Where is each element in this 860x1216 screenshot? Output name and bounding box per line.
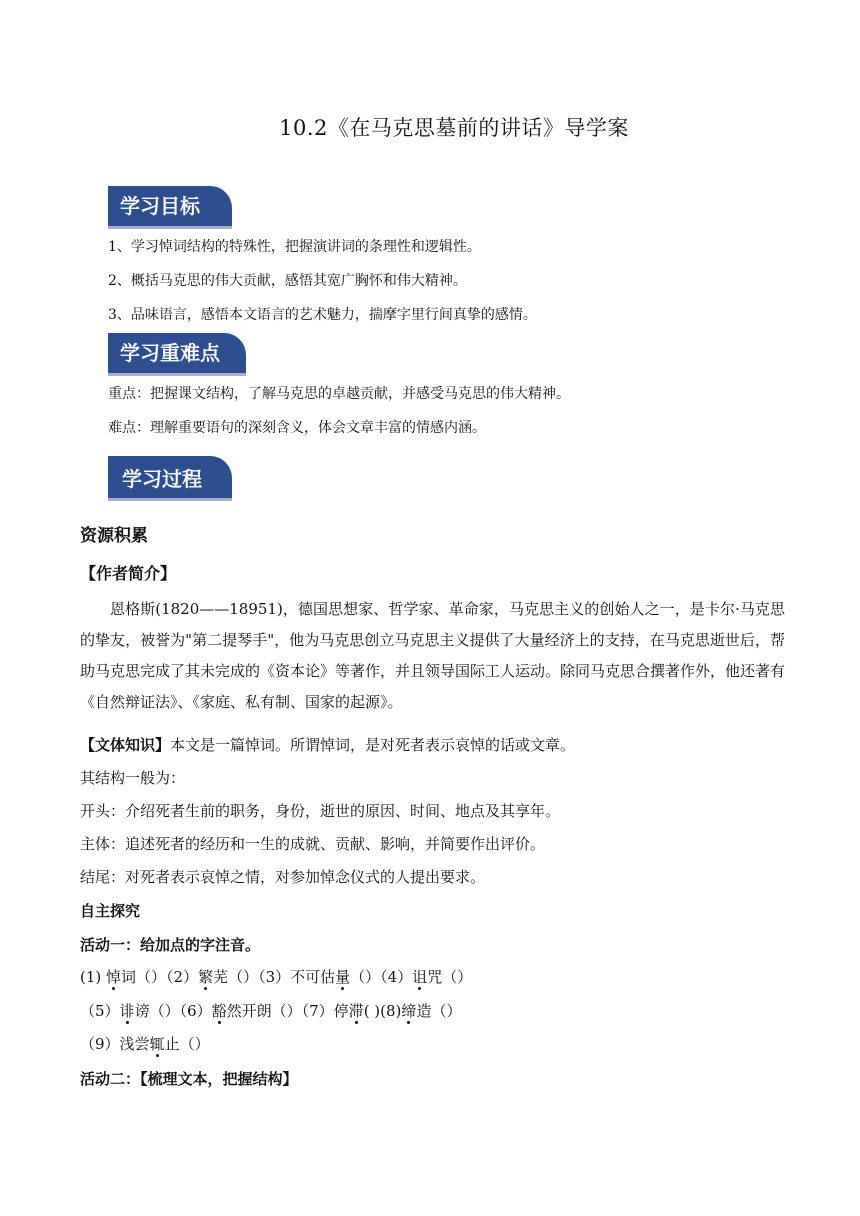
activity-two-heading: 活动二：【梳理文本，把握结构】 <box>80 1070 298 1088</box>
dotted-character: 诅 <box>412 968 428 986</box>
goal-item: 1、学习悼词结构的特殊性，把握演讲词的条理性和逻辑性。 <box>108 239 481 255</box>
resources-heading: 资源积累 <box>80 526 148 546</box>
structure-opening: 开头：介绍死者生前的职务，身份，逝世的原因、时间、地点及其享年。 <box>80 802 561 820</box>
key-point-focus: 重点：把握课文结构，了解马克思的卓越贡献，并感受马克思的伟大精神。 <box>108 386 570 402</box>
author-intro-paragraph: 恩格斯(1820——18951)，德国思想家、哲学家、革命家，马克思主义的创始人之一，是卡尔·马克思的挚友，被誉为"第二提琴手"，他为马克思创立马克思主义提供了大量经济上的支持，在马克思逝世后，帮助马克思完成了其未完成的《资本论》等著作，并且领导国际工人运动。除同马克思合撰著作外，他还著有《自然辩证法》、《家庭、私有制、国家的起源》。 <box>80 600 786 711</box>
genre-line <box>80 734 575 755</box>
genre-label: 【文体知识】 <box>80 736 171 754</box>
page-title: 10.2《在马克思墓前的讲话》导学案 <box>279 116 629 140</box>
structure-main: 主体：追述死者的经历和一生的成就、贡献、影响，并简要作出评价。 <box>80 835 546 853</box>
pinyin-line: （5）诽谤（）（6）豁然开朗（）（7）停滞( )(8)缔造（） <box>80 1002 462 1020</box>
dotted-character: 诽 <box>119 1002 135 1020</box>
explore-heading: 自主探究 <box>80 902 141 920</box>
pinyin-line: (1) 悼词（）（2）繁芜（）（3）不可估量（）（4）诅咒（） <box>80 968 473 986</box>
structure-ending: 结尾：对死者表示哀悼之情，对参加悼念仪式的人提出要求。 <box>80 868 486 886</box>
goal-item: 3、品味语言，感悟本文语言的艺术魅力，揣摩字里行间真挚的感情。 <box>108 307 537 323</box>
section-banner-goals: 学习目标 <box>108 186 232 226</box>
dotted-character: 豁 <box>211 1002 227 1020</box>
section-banner-key-points: 学习重难点 <box>108 333 246 373</box>
pinyin-line: （9）浅尝辄止（） <box>80 1035 210 1053</box>
dotted-character: 缔 <box>401 1002 417 1020</box>
key-point-difficulty: 难点：理解重要语句的深刻含义，体会文章丰富的情感内涵。 <box>108 420 486 436</box>
dotted-character: 悼 <box>106 968 122 986</box>
goal-item: 2、概括马克思的伟大贡献，感悟其宽广胸怀和伟大精神。 <box>108 273 467 289</box>
dotted-character: 滞 <box>348 1002 364 1020</box>
dotted-character: 辄 <box>149 1035 165 1053</box>
activity-one-heading: 活动一：给加点的字注音。 <box>80 936 261 954</box>
structure-intro: 其结构一般为： <box>80 769 186 787</box>
dotted-character: 繁 <box>198 968 214 986</box>
author-heading: 【作者简介】 <box>80 564 177 583</box>
genre-text: 本文是一篇悼词。所谓悼词，是对死者表示哀悼的话或文章。 <box>170 736 576 754</box>
dotted-character: 量 <box>335 968 351 986</box>
section-banner-process: 学习过程 <box>108 456 232 498</box>
